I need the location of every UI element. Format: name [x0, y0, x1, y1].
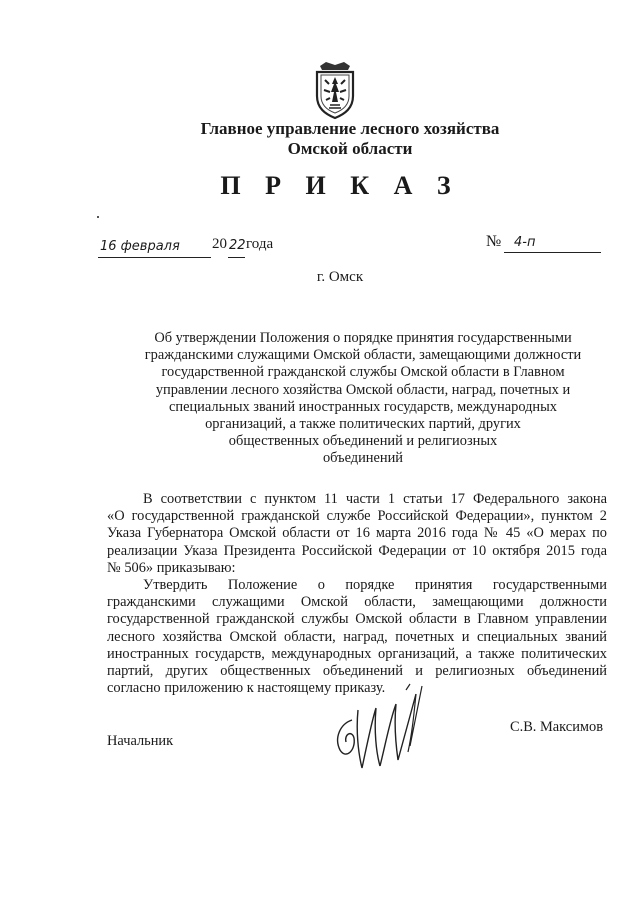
subject-line: гражданскими служащими Омской области, замещающими должности [144, 347, 582, 364]
number-handwritten: 4-п [514, 235, 536, 250]
body-line: государственной гражданской службы Омской области в Главном управлении [107, 611, 607, 628]
city: г. Омск [316, 269, 364, 285]
subject-line: общественных объединений и религиозных [228, 433, 498, 450]
subject-line: управлении лесного хозяйства Омской области, наград, почетных и [155, 381, 571, 398]
body-line: Указа Губернатора Омской области от 16 марта 2016 года № 45 «О мерах по [107, 525, 607, 542]
body-line: лесного хозяйства Омской области, наград, почетных и специальных званий [107, 628, 607, 645]
document-title: П Р И К А З [220, 171, 460, 200]
handwritten-signature [322, 680, 432, 775]
signatory-name: С.В. Максимов [510, 719, 603, 735]
organization-name-line1: Главное управление лесного хозяйства [200, 119, 500, 138]
subject-line: организаций, а также политических партий, других [205, 416, 521, 433]
subject-line: государственной гражданской службы Омской области в Главном [161, 364, 565, 381]
body-line: № 506» приказываю: [107, 559, 236, 576]
stray-mark [97, 216, 99, 218]
body-line: «О государственной гражданской службе Российской Федерации», пунктом 2 [107, 508, 607, 525]
body-line: партий, других общественных объединений и религиозных объединений [107, 663, 607, 680]
order-subject [118, 330, 608, 468]
order-body [107, 491, 607, 697]
body-line: реализации Указа Президента Российской Федерации от 10 октября 2015 года [107, 542, 607, 559]
body-line: согласно приложению к настоящему приказу. [107, 680, 386, 697]
subject-line: специальных званий иностранных государств, международных [169, 398, 557, 415]
document-number [486, 233, 601, 257]
body-line: В соответствии с пунктом 11 части 1 статьи 17 Федерального закона [143, 491, 607, 507]
number-underline [504, 252, 601, 253]
year-prefix: 20 [212, 236, 227, 252]
date-underline [98, 257, 211, 258]
body-line: Утвердить Положение о порядке принятия государственными [143, 577, 607, 594]
body-line: гражданскими служащими Омской области, замещающими должности [107, 594, 607, 611]
organization-name-line2: Омской области [287, 139, 413, 158]
coat-of-arms-icon [312, 60, 358, 120]
number-label: № [486, 233, 502, 250]
year-underline [228, 257, 245, 258]
subject-line: объединений [322, 450, 403, 467]
body-line: иностранных государств, международных организаций, а также политических [107, 645, 607, 662]
year-suffix: года [246, 236, 274, 252]
subject-line: Об утверждении Положения о порядке принятия государственными [154, 330, 572, 346]
date-handwritten: 16 февраля [100, 239, 180, 254]
signatory-position: Начальник [107, 733, 174, 749]
year-handwritten: 22 [229, 238, 246, 253]
